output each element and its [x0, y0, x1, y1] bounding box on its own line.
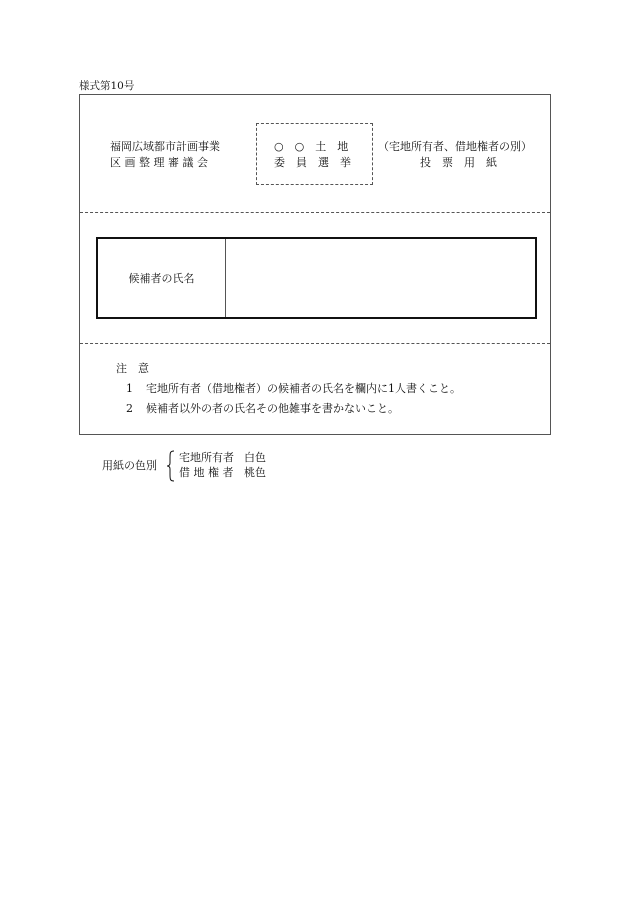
note-number: 1: [126, 382, 133, 395]
divider: [80, 212, 550, 213]
candidate-name-input[interactable]: [227, 239, 535, 317]
organization-line-2: 区 画 整 理 審 議 会: [110, 156, 208, 169]
paper-color-value: 白色: [244, 451, 266, 464]
election-line-1: ○ ○ 土 地: [274, 140, 349, 153]
paper-color-label: 用紙の色別: [102, 459, 157, 472]
note-text: 宅地所有者（借地権者）の候補者の氏名を欄内に1人書くこと。: [146, 382, 461, 395]
ballot-type: （宅地所有者、借地権者の別）: [378, 140, 532, 153]
form-number: 様式第10号: [79, 80, 135, 92]
notes-heading: 注 意: [116, 362, 149, 375]
organization-name: [110, 139, 220, 171]
note-number: 2: [126, 402, 133, 415]
paper-color-row: [179, 465, 266, 480]
paper-color-row: [179, 450, 266, 465]
candidate-label: 候補者の氏名: [98, 239, 226, 317]
paper-color-value: 桃色: [244, 466, 266, 479]
paper-color-rows: [179, 450, 266, 480]
ballot-name: [378, 139, 538, 171]
candidate-field: [96, 237, 537, 319]
note-text: 候補者以外の者の氏名その他雑事を書かないこと。: [146, 402, 399, 415]
paper-color-who: 借 地 権 者: [179, 466, 234, 479]
brace-icon: [166, 450, 176, 482]
note-item: [116, 379, 461, 399]
notes-section: [116, 359, 461, 419]
ballot-header: [80, 95, 550, 212]
organization-line-1: 福岡広域都市計画事業: [110, 140, 220, 153]
ballot-title: 投 票 用 紙: [420, 156, 497, 169]
ballot-form: [79, 94, 551, 435]
divider: [80, 343, 550, 344]
paper-color-who: 宅地所有者: [179, 451, 234, 464]
note-item: [116, 399, 461, 419]
election-name: [274, 139, 351, 171]
election-line-2: 委 員 選 挙: [274, 156, 351, 169]
